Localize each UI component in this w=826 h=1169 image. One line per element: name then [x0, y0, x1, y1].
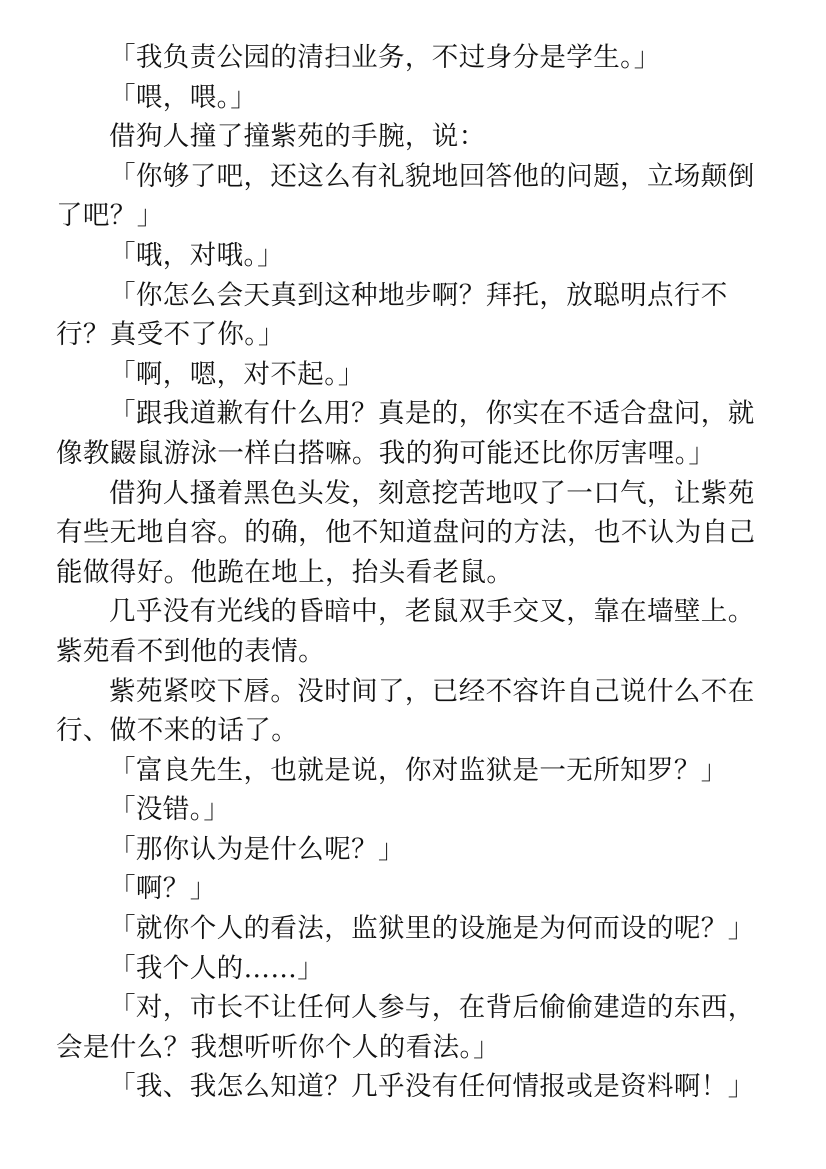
- paragraph: 「你怎么会天真到这种地步啊？拜托，放聪明点行不行？真受不了你。」: [56, 279, 728, 351]
- paragraph: 「我、我怎么知道？几乎没有任何情报或是资料啊！」: [109, 1071, 755, 1103]
- paragraph: 「你够了吧，还这么有礼貌地回答他的问题，立场颠倒了吧？」: [56, 160, 755, 232]
- paragraph: 「啊？」: [109, 873, 217, 905]
- paragraph: 借狗人搔着黑色头发，刻意挖苦地叹了一口气，让紫苑有些无地自容。的确，他不知道盘问的方法，也不认为自己能做得好。他跪在地上，抬头看老鼠。: [56, 477, 756, 588]
- paragraph: 「对，市长不让任何人参与，在背后偷偷建造的东西，会是什么？我想听听你个人的看法。」: [56, 992, 755, 1063]
- paragraph: 「没错。」: [109, 794, 231, 826]
- paragraph: 「哦，对哦。」: [109, 239, 285, 271]
- paragraph: 几乎没有光线的昏暗中，老鼠双手交叉，靠在墙壁上。紫苑看不到他的表情。: [56, 596, 755, 667]
- paragraph: 「那你认为是什么呢？」: [109, 833, 405, 865]
- paragraph: 「我负责公园的清扫业务，不过身分是学生。」: [109, 42, 661, 73]
- paragraph: 「啊，嗯，对不起。」: [109, 358, 365, 390]
- paragraph: 「就你个人的看法，监狱里的设施是为何而设的呢？」: [109, 913, 755, 945]
- paragraph: 「喂，喂。」: [109, 81, 258, 113]
- paragraph: 借狗人撞了撞紫苑的手腕，说：: [109, 121, 486, 153]
- paragraph: 紫苑紧咬下唇。没时间了，已经不容许自己说什么不在行、做不来的话了。: [56, 675, 755, 747]
- body-text: [56, 38, 756, 1107]
- paragraph: 「跟我道歉有什么用？真是的，你实在不适合盘问，就像教鼹鼠游泳一样白搭嘛。我的狗可能还比你厉害哩。」: [56, 398, 755, 469]
- paragraph: 「富良先生，也就是说，你对监狱是一无所知罗？」: [109, 754, 728, 786]
- paragraph: 「我个人的……」: [109, 952, 325, 984]
